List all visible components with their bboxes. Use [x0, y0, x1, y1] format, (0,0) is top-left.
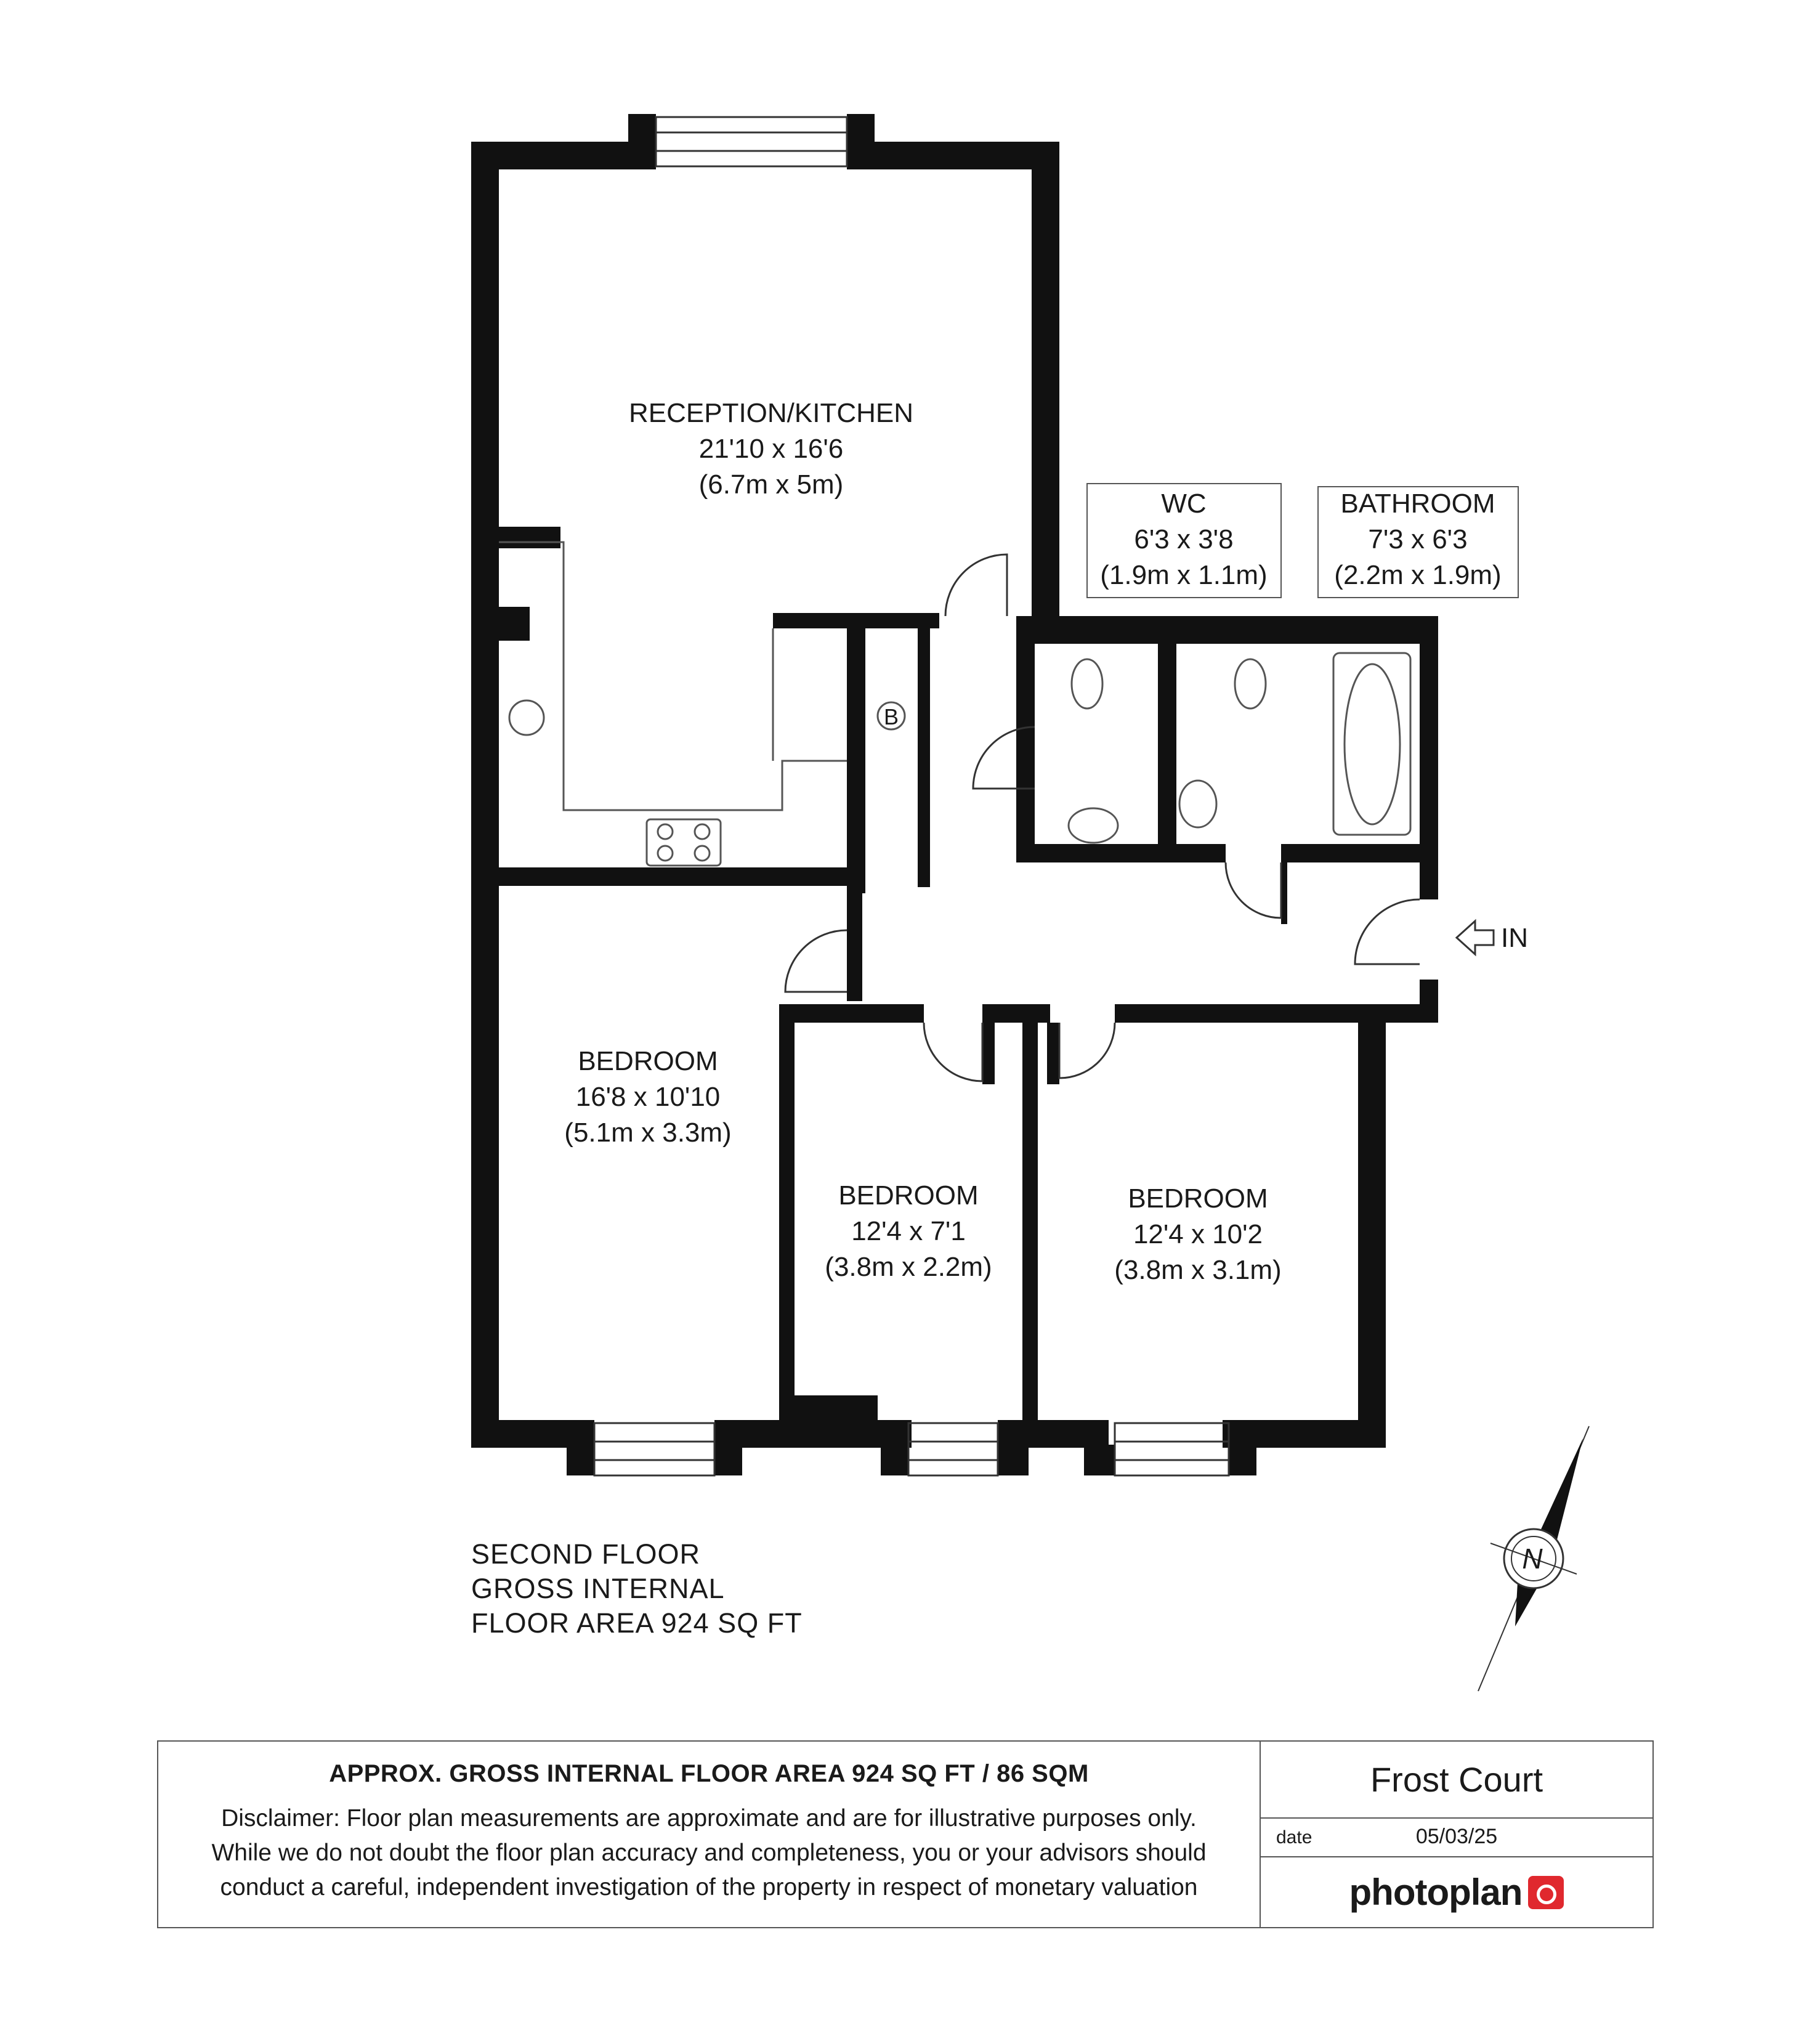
room-size-bedroom2: 12'4 x 7'1 — [851, 1216, 966, 1246]
property-name: Frost Court — [1261, 1742, 1652, 1819]
room-metric-bathroom: (2.2m x 1.9m) — [1334, 560, 1502, 590]
wall-bottom-3 — [785, 1395, 878, 1423]
wall-bedroom1-left-short — [982, 1023, 995, 1084]
room-metric-wc: (1.9m x 1.1m) — [1100, 560, 1268, 590]
wall-reception-top-left — [471, 142, 656, 169]
door-bedroom1 — [785, 930, 847, 992]
wall-reception-bottom — [471, 867, 853, 886]
toilet-bath-icon — [1235, 659, 1266, 708]
basin-bath-icon — [1179, 781, 1216, 827]
entrance-arrow-icon — [1457, 921, 1494, 954]
wall-hall-left — [847, 887, 862, 1001]
door-bathroom — [1226, 862, 1281, 918]
wall-pier-5 — [1084, 1445, 1115, 1475]
room-name-bedroom3: BEDROOM — [1128, 1183, 1268, 1214]
footer-meta — [1261, 1742, 1652, 1927]
window-reception — [656, 117, 847, 166]
disclaimer-line: conduct a careful, independent investigation of the property in respect of monetary valuation — [220, 1874, 1198, 1901]
room-name-wc: WC — [1161, 489, 1207, 519]
wall-bedroom3-left-short — [1047, 1023, 1059, 1084]
wall-cupboard-b — [918, 628, 930, 887]
wall-pier-3 — [881, 1445, 908, 1475]
wall-pier-6 — [1229, 1445, 1256, 1475]
kitchen-counter — [499, 542, 847, 810]
window-bedroom1 — [594, 1423, 714, 1475]
room-metric-bedroom3: (3.8m x 3.1m) — [1114, 1255, 1282, 1285]
floor-area-line2: FLOOR AREA 924 SQ FT — [471, 1607, 803, 1639]
door-bedroom3 — [1059, 1023, 1115, 1078]
wall-reception-left — [471, 142, 499, 881]
door-bedroom2 — [924, 1023, 982, 1081]
date-row — [1261, 1819, 1652, 1857]
wall-reception-right — [1032, 142, 1059, 616]
compass — [1478, 1426, 1589, 1691]
wall-kitchen-pier2 — [487, 607, 530, 641]
floor-name: SECOND FLOOR — [471, 1538, 701, 1570]
door-entrance — [1355, 899, 1420, 964]
room-size-bathroom: 7'3 x 6'3 — [1368, 524, 1468, 554]
brand-logo — [1261, 1857, 1652, 1927]
wall-window-pier-left — [628, 114, 656, 145]
door-reception — [945, 554, 1007, 616]
room-size-bedroom1: 16'8 x 10'10 — [575, 1082, 721, 1112]
wall-wc-left — [1016, 616, 1035, 856]
wall-cupboard-a — [847, 613, 865, 893]
disclaimer-line: Disclaimer: Floor plan measurements are approximate and are for illustrative purposes only. — [221, 1805, 1197, 1832]
wall-hall-bottom-mid — [982, 1004, 1050, 1023]
room-name-bedroom1: BEDROOM — [578, 1046, 718, 1076]
wall-bottom-2 — [714, 1420, 912, 1448]
wall-wc-top — [1016, 616, 1438, 644]
floor-area-notes — [471, 1537, 803, 1641]
footer-info — [158, 1742, 1261, 1927]
wall-bath-bottom — [1281, 844, 1438, 862]
wall-wc-bottom — [1016, 844, 1226, 862]
floor-area-line1: GROSS INTERNAL — [471, 1573, 725, 1604]
room-size-wc: 6'3 x 3'8 — [1134, 524, 1234, 554]
camera-icon — [1528, 1876, 1564, 1909]
brand-name: photoplan — [1349, 1872, 1523, 1913]
toilet-wc-icon — [1072, 659, 1102, 708]
disclaimer — [158, 1801, 1260, 1905]
wall-hall-bottom-right — [1115, 1004, 1438, 1023]
wall-window-pier-right — [847, 114, 875, 145]
wall-bedroom1-right — [779, 1004, 795, 1435]
wall-bottom-1 — [471, 1420, 594, 1448]
wall-pier-4 — [998, 1445, 1029, 1475]
wall-bath-right — [1420, 616, 1438, 899]
window-bedroom3 — [1115, 1423, 1229, 1475]
room-name-bedroom2: BEDROOM — [838, 1180, 979, 1211]
room-metric-reception: (6.7m x 5m) — [698, 469, 844, 500]
wall-bedroom1-left — [471, 881, 499, 1448]
footer-area-summary: APPROX. GROSS INTERNAL FLOOR AREA 924 SQ FT / 86 SQM — [329, 1760, 1089, 1787]
entrance-label: IN — [1501, 923, 1528, 953]
wall-reception-top-right — [847, 142, 1059, 169]
wall-bedroom2-right — [1022, 1004, 1038, 1435]
disclaimer-line: While we do not doubt the floor plan accuracy and completeness, you or your advisors should — [211, 1840, 1207, 1866]
compass-label: N — [1522, 1543, 1543, 1575]
wall-pier-2 — [714, 1445, 742, 1475]
window-bedroom2 — [908, 1423, 998, 1475]
wall-pier-1 — [567, 1445, 594, 1475]
wall-kitchen-pier — [487, 527, 560, 548]
wall-bedroom3-right — [1358, 1010, 1386, 1448]
room-name-bathroom: BATHROOM — [1340, 489, 1495, 519]
room-name-reception: RECEPTION/KITCHEN — [628, 398, 914, 428]
entrance-arrow — [1457, 921, 1528, 954]
wall-bottom-4 — [998, 1420, 1109, 1448]
wall-wc-mid — [1158, 641, 1176, 856]
wall-bottom-5 — [1223, 1420, 1386, 1448]
date-value: 05/03/25 — [1415, 1825, 1498, 1848]
date-label: date — [1276, 1827, 1312, 1848]
hob-icon — [647, 819, 721, 866]
room-metric-bedroom1: (5.1m x 3.3m) — [564, 1118, 732, 1148]
wall-hall-bottom-left — [779, 1004, 924, 1023]
boiler-label: B — [883, 704, 899, 729]
basin-wc-icon — [1069, 808, 1118, 843]
sink-icon — [509, 700, 544, 735]
room-metric-bedroom2: (3.8m x 2.2m) — [825, 1252, 992, 1282]
footer-panel — [157, 1740, 1654, 1928]
room-size-bedroom3: 12'4 x 10'2 — [1133, 1219, 1263, 1249]
room-size-reception: 21'10 x 16'6 — [698, 434, 844, 464]
